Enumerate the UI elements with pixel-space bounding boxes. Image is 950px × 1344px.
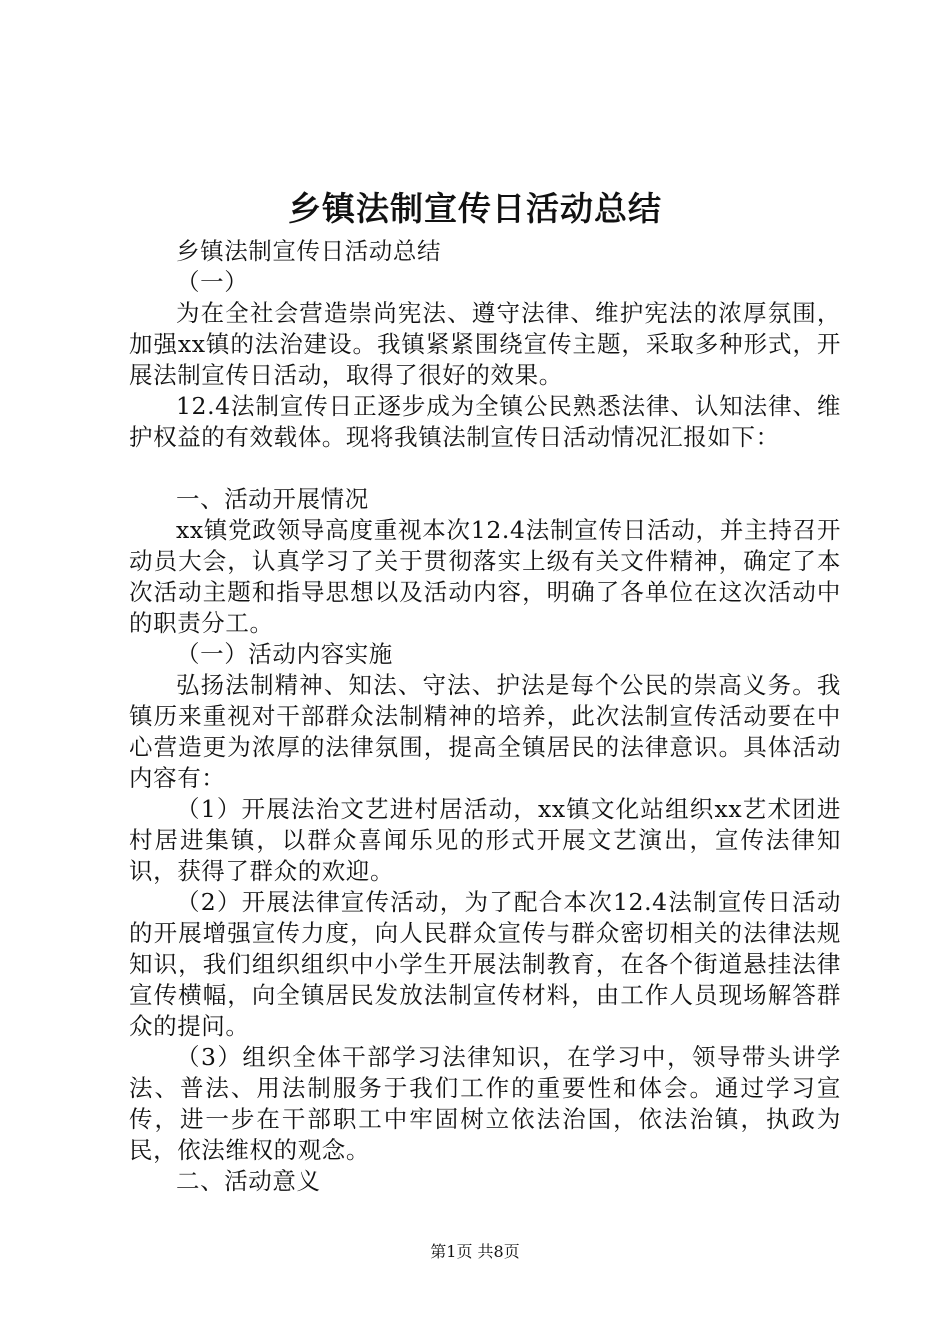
- section-heading: 一、活动开展情况: [176, 485, 369, 513]
- document-title: 乡镇法制宣传日活动总结: [288, 189, 662, 228]
- subtitle-paragraph: 乡镇法制宣传日活动总结: [176, 237, 442, 265]
- body-paragraph: xx镇党政领导高度重视本次12.4法制宣传日活动，并主持召开动员大会，认真学习了关于贯彻落实上级有关文件精神，确定了本次活动主题和指导思想以及活动内容，明确了各单位在这次活动中的职责分工。: [129, 516, 841, 637]
- list-item-paragraph: （2）开展法律宣传活动，为了配合本次12.4法制宣传日活动的开展增强宣传力度，向人民群众宣传与群众密切相关的法律法规知识，我们组织组织中小学生开展法制教育，在各个街道悬挂法律宣传横幅，向全镇居民发放法制宣传材料，由工作人员现场解答群众的提问。: [129, 888, 841, 1040]
- list-item-paragraph: （1）开展法治文艺进村居活动，xx镇文化站组织xx艺术团进村居进集镇，以群众喜闻乐见的形式开展文艺演出，宣传法律知识，获得了群众的欢迎。: [129, 795, 841, 885]
- list-item-paragraph: （3）组织全体干部学习法律知识，在学习中，领导带头讲学法、普法、用法制服务于我们工作的重要性和体会。通过学习宣传，进一步在干部职工中牢固树立依法治国，依法治镇，执政为民，依法维权的观念。: [129, 1043, 841, 1164]
- body-paragraph: 为在全社会营造崇尚宪法、遵守法律、维护宪法的浓厚氛围，加强xx镇的法治建设。我镇紧紧围绕宣传主题，采取多种形式，开展法制宣传日活动，取得了很好的效果。: [129, 299, 841, 389]
- document-body: [129, 236, 841, 1197]
- subsection-heading: （一）活动内容实施: [176, 640, 393, 668]
- body-paragraph: 12.4法制宣传日正逐步成为全镇公民熟悉法律、认知法律、维护权益的有效载体。现将我镇法制宣传日活动情况汇报如下：: [129, 392, 841, 451]
- section-marker: （一）: [176, 268, 249, 296]
- body-paragraph: 弘扬法制精神、知法、守法、护法是每个公民的崇高义务。我镇历来重视对干部群众法制精神的培养，此次法制宣传活动要在中心营造更为浓厚的法律氛围，提高全镇居民的法律意识。具体活动内容有：: [129, 671, 841, 792]
- page-number-footer: 第1页 共8页: [430, 1242, 520, 1261]
- section-heading: 二、活动意义: [176, 1167, 321, 1195]
